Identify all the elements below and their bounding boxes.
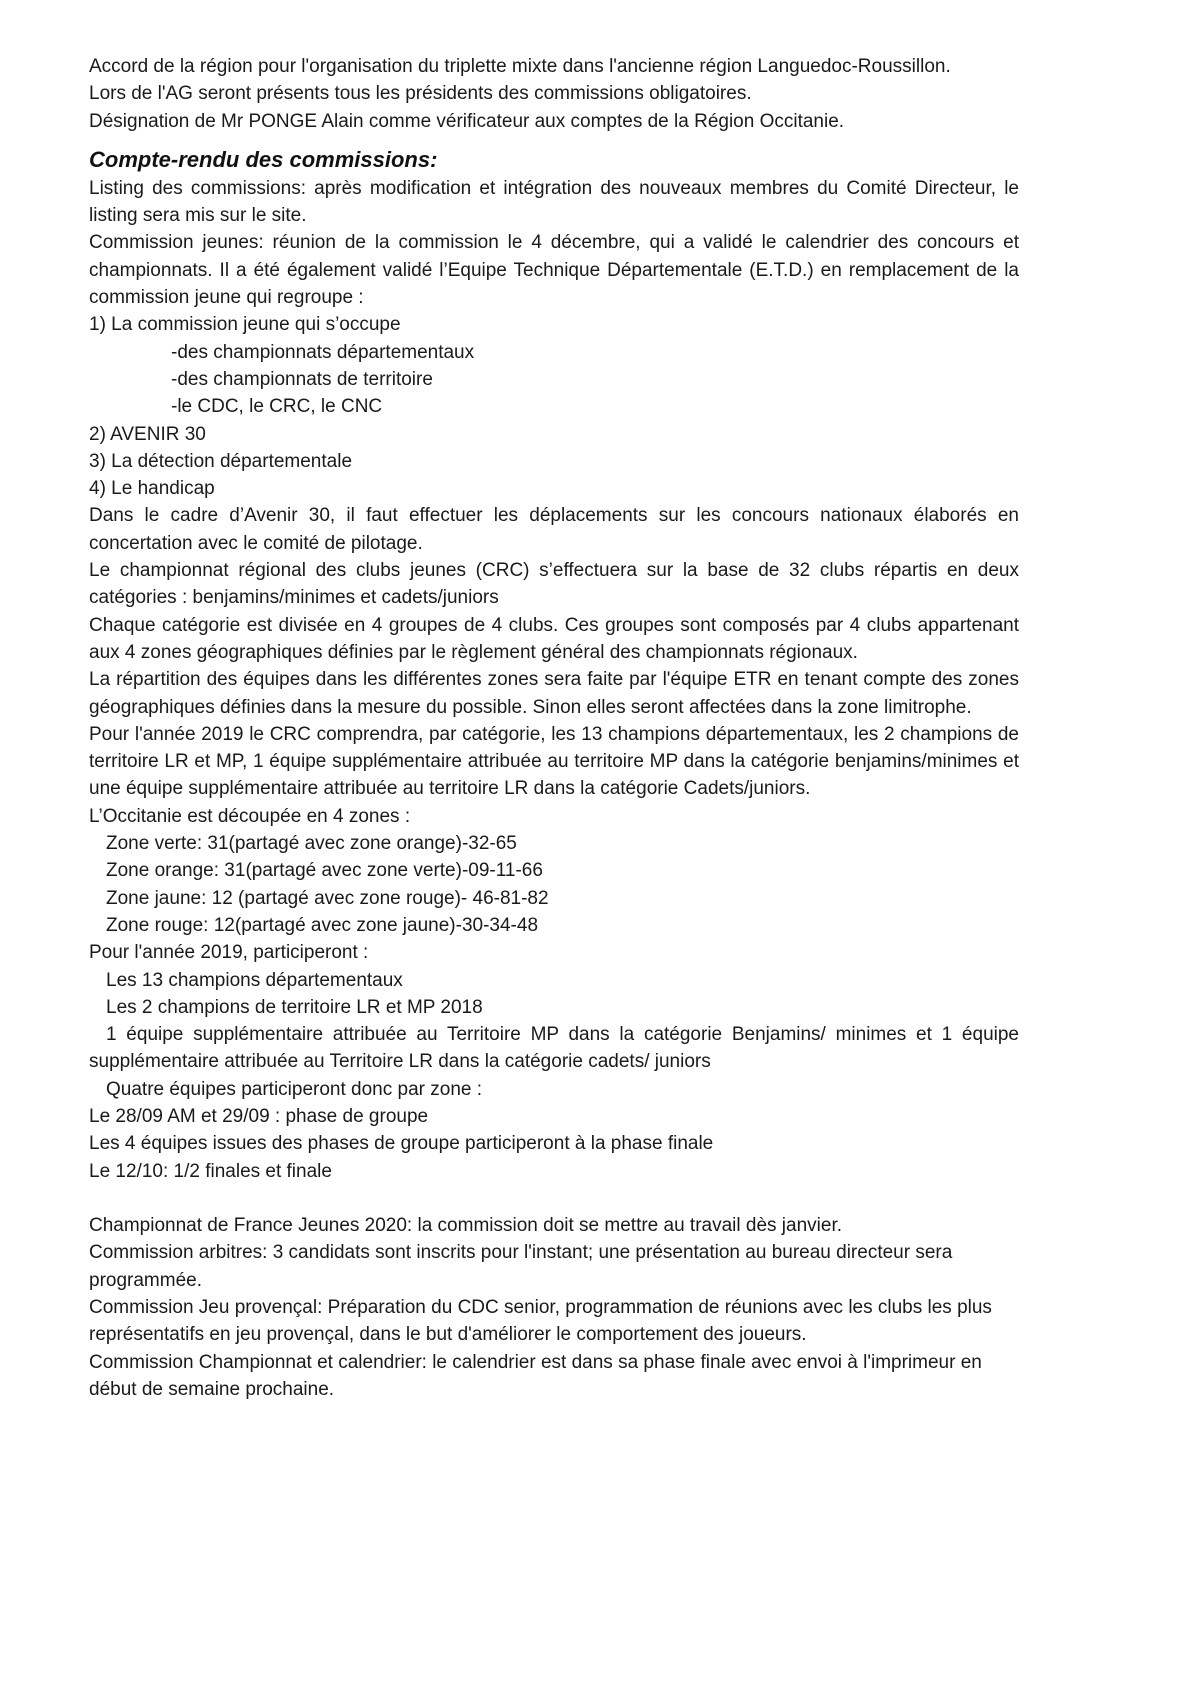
paragraph-commission-jeunes: Commission jeunes: réunion de la commission le 4 décembre, qui a validé le calendrier des concours et championnats. Il a été également validé l’Equipe Technique Départementale (E.T.D.) en remplacement de la commission jeune qui regroupe : <box>89 232 1019 309</box>
zone-item-jaune: Zone jaune: 12 (partagé avec zone rouge)- 46-81-82 <box>106 887 549 909</box>
paragraph-listing: Listing des commissions: après modification et intégration des nouveaux membres du Comité Directeur, le listing sera mis sur le site. <box>89 177 1019 227</box>
list-item: 3) La détection départementale <box>89 450 353 472</box>
date-item: Le 12/10: 1/2 finales et finale <box>89 1160 332 1182</box>
paragraph-zones-intro: L’Occitanie est découpée en 4 zones : <box>89 805 411 827</box>
date-item: Les 4 équipes issues des phases de groupe participeront à la phase finale <box>89 1133 714 1155</box>
paragraph-avenir: Dans le cadre d’Avenir 30, il faut effectuer les déplacements sur les concours nationaux élaborés en concertation avec le comité de pilotage. <box>89 505 1019 554</box>
paragraph-triplette: Accord de la région pour l'organisation du triplette mixte dans l'ancienne région Languedoc-Roussillon. <box>89 56 951 77</box>
paragraph-verificateur: Désignation de Mr PONGE Alain comme vérificateur aux comptes de la Région Occitanie. <box>89 110 845 132</box>
zone-item-orange: Zone orange: 31(partagé avec zone verte)-09-11-66 <box>106 860 543 882</box>
paragraph-championnat-france: Championnat de France Jeunes 2020: la commission doit se mettre au travail dès janvier. <box>89 1215 843 1237</box>
list-regroupe <box>89 311 1019 502</box>
paragraph-ag: Lors de l'AG seront présents tous les présidents des commissions obligatoires. <box>89 83 752 105</box>
paragraph-participants-intro: Pour l'année 2019, participeront : <box>89 942 369 964</box>
section-heading: Compte-rendu des commissions: <box>89 146 438 172</box>
paragraph-crc: Le championnat régional des clubs jeunes (CRC) s’effectuera sur la base de 32 clubs répartis en deux catégories : benjamins/minimes et cadets/juniors <box>89 560 1019 609</box>
sub-list-item: -des championnats de territoire <box>171 368 433 390</box>
paragraph-calendrier: Commission Championnat et calendrier: le calendrier est dans sa phase finale avec envoi à l'imprimeur en début de semaine prochaine. <box>89 1351 982 1400</box>
participant-item: Les 13 champions départementaux <box>106 969 403 991</box>
paragraph-categorie: Chaque catégorie est divisée en 4 groupes de 4 clubs. Ces groupes sont composés par 4 clubs appartenant aux 4 zones géographiques définies par le règlement général des championnats régionaux. <box>89 614 1019 663</box>
paragraph-arbitres: Commission arbitres: 3 candidats sont inscrits pour l'instant; une présentation au bureau directeur sera programmée. <box>89 1242 953 1291</box>
spacer <box>89 1185 1019 1212</box>
list-item: 4) Le handicap <box>89 478 215 500</box>
paragraph-supplementaire: 1 équipe supplémentaire attribuée au Territoire MP dans la catégorie Benjamins/ minimes et 1 équipe supplémentaire attribuée au Territoire LR dans la catégorie cadets/ juniors <box>89 1024 1019 1073</box>
list-item: 2) AVENIR 30 <box>89 423 206 445</box>
sub-list-item: -le CDC, le CRC, le CNC <box>171 396 383 418</box>
sub-list-item: -des championnats départementaux <box>171 341 475 363</box>
list-item: 1) La commission jeune qui s’occupe <box>89 314 401 336</box>
zones-list <box>89 830 1019 939</box>
paragraph-repartition: La répartition des équipes dans les différentes zones sera faite par l'équipe ETR en tenant compte des zones géographiques définies dans la mesure du possible. Sinon elles seront affectées dans la zone limitrophe. <box>89 669 1019 718</box>
document-page <box>89 53 1019 1403</box>
zone-item-rouge: Zone rouge: 12(partagé avec zone jaune)-30-34-48 <box>106 914 539 936</box>
paragraph-quatre-equipes: Quatre équipes participeront donc par zone : <box>106 1078 483 1100</box>
zone-item-verte: Zone verte: 31(partagé avec zone orange)-32-65 <box>106 833 517 855</box>
paragraph-jeu-provencal: Commission Jeu provençal: Préparation du CDC senior, programmation de réunions avec les clubs les plus représentatifs en jeu provençal, dans le but d'améliorer le comportement des joueurs. <box>89 1297 992 1346</box>
participant-item: Les 2 champions de territoire LR et MP 2018 <box>106 996 483 1018</box>
date-item: Le 28/09 AM et 29/09 : phase de groupe <box>89 1105 429 1127</box>
paragraph-annee-2019: Pour l'année 2019 le CRC comprendra, par catégorie, les 13 champions départementaux, les 2 champions de territoire LR et MP, 1 équipe supplémentaire attribuée au territoire MP dans la catégorie benjamins/minimes et une équipe supplémentaire attribuée au territoire LR dans la catégorie Cadets/juniors. <box>89 723 1019 800</box>
